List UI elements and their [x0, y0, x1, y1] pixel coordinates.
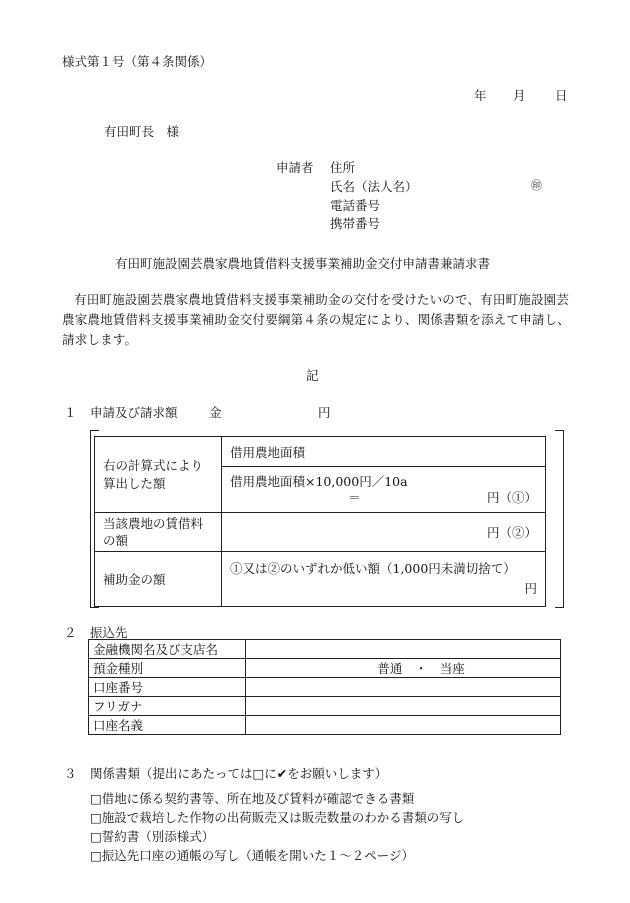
account-holder-label: 口座名義 [89, 716, 246, 735]
section1-yen: 円 [318, 405, 331, 420]
account-number-value [246, 678, 561, 697]
applicant-address-label: 住所 [330, 160, 356, 175]
document-checkbox-item[interactable]: □誓約書（別添様式） [90, 829, 215, 844]
form-number: 様式第１号（第４条関係） [62, 54, 213, 69]
applicant-label: 申請者 [276, 160, 314, 175]
addressee: 有田町長 様 [104, 124, 180, 139]
formula-cell [222, 467, 546, 513]
calc-label-cell: 右の計算式により算出した額 [95, 437, 222, 513]
calculation-table [94, 436, 546, 607]
bank-row [89, 716, 561, 735]
date-year: 年 [474, 88, 487, 103]
formula-text: 借用農地面積×10,000円／10a [230, 473, 408, 489]
right-bracket [555, 430, 564, 608]
bank-label: 金融機関名及び支店名 [89, 640, 246, 659]
body-paragraph: 有田町施設園芸農家農地賃借料支援事業補助金の交付を受けたいので、有田町施設園芸農家農地賃借料支援事業補助金交付要綱第４条の規定により、関係書類を添えて申請し、請求します。 [62, 292, 571, 347]
area-cell: 借用農地面積 [222, 437, 546, 467]
subsidy-text: ①又は②のいずれか低い額（1,000円未満切捨て） [230, 561, 516, 576]
document-checkbox-item[interactable]: □借地に係る契約書等、所在地及び賃料が確認できる書類 [90, 791, 415, 806]
formula-result-line [230, 490, 537, 506]
subsidy-cell [222, 552, 546, 607]
rent-label-cell: 当該農地の賃借料の額 [95, 513, 222, 552]
subsidy-yen: 円 [524, 581, 537, 596]
account-holder-value [246, 716, 561, 735]
account-number-label: 口座番号 [89, 678, 246, 697]
applicant-name-label: 氏名（法人名） [330, 179, 418, 194]
document-title: 有田町施設園芸農家農地賃借料支援事業補助金交付申請書兼請求書 [115, 256, 491, 271]
deposit-type-label: 預金種別 [89, 659, 246, 678]
section2-label: 振込先 [90, 625, 128, 640]
section3-number: ３ [64, 766, 77, 781]
bank-row [89, 697, 561, 716]
seal-mark: ㊞ [531, 179, 542, 192]
bank-row [89, 659, 561, 678]
result-1: 円（①） [486, 489, 537, 505]
applicant-phone-label: 電話番号 [330, 198, 381, 213]
bank-table [88, 639, 561, 735]
bank-value [246, 640, 561, 659]
section1-kin: 金 [209, 405, 222, 420]
document-checkbox-item[interactable]: □施設で栽培した作物の出荷販売又は販売数量のわかる書類の写し [90, 810, 465, 825]
date-month: 月 [513, 88, 526, 103]
bank-row [89, 640, 561, 659]
furigana-value [246, 697, 561, 716]
equals-sign: ＝ [348, 489, 361, 505]
bank-row [89, 678, 561, 697]
section3-label: 関係書類（提出にあたっては□に✔をお願いします） [90, 766, 388, 781]
result-2: 円（②） [222, 513, 546, 552]
section1-number: １ [64, 405, 77, 420]
applicant-mobile-label: 携帯番号 [330, 216, 381, 231]
ki-label: 記 [306, 368, 319, 383]
section2-number: ２ [64, 625, 77, 640]
section1-label: 申請及び請求額 [90, 405, 178, 420]
subsidy-label-cell: 補助金の額 [95, 552, 222, 607]
deposit-type-value: 普通 ・ 当座 [246, 659, 561, 678]
date-day: 日 [555, 88, 568, 103]
furigana-label: フリガナ [89, 697, 246, 716]
document-checkbox-item[interactable]: □振込先口座の通帳の写し（通帳を開いた１～２ページ） [90, 848, 415, 863]
